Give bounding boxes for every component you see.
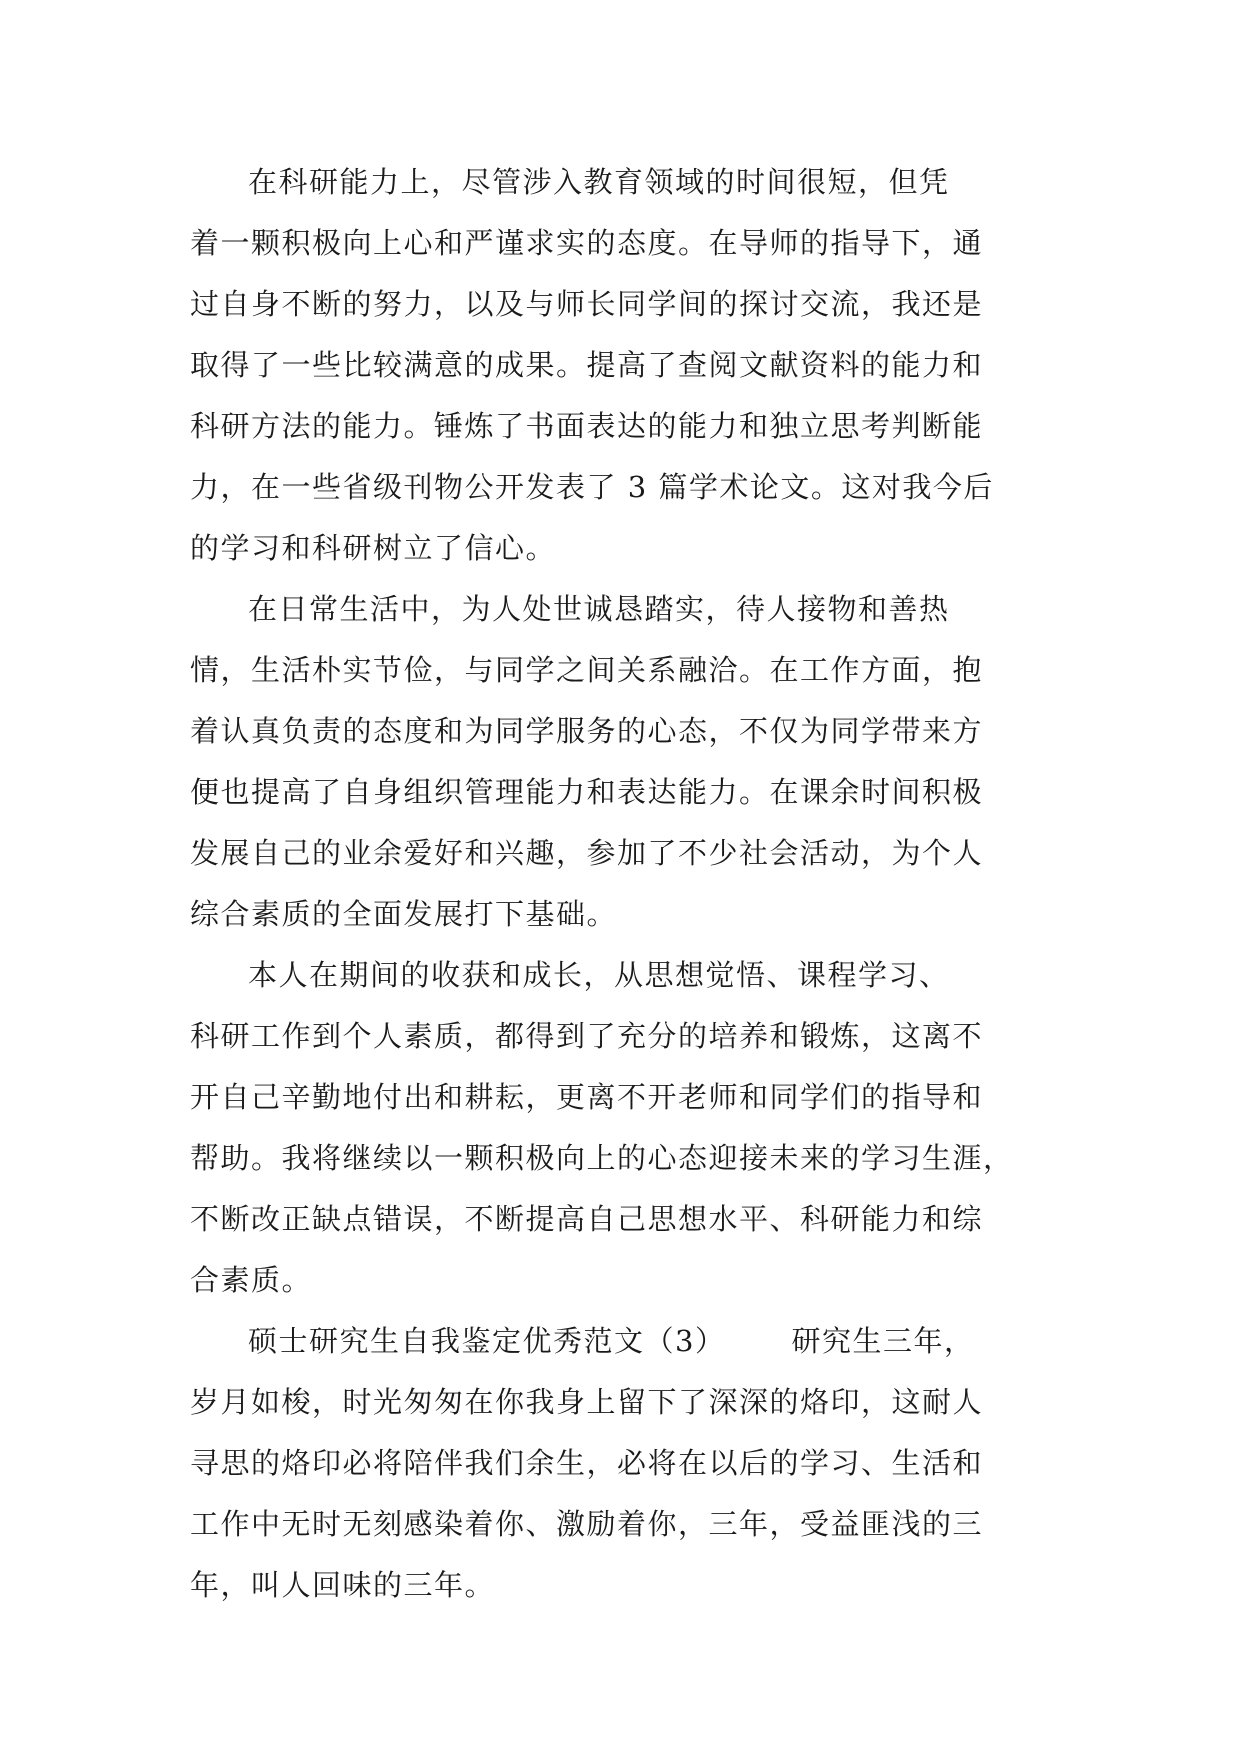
paragraph-daily-life [190, 579, 1058, 945]
text-line: 力，在一些省级刊物公开发表了 3 篇学术论文。这对我今后 [190, 470, 994, 504]
paragraph-sample-3 [190, 1311, 1058, 1616]
text-line: 着一颗积极向上心和严谨求实的态度。在导师的指导下，通 [190, 226, 984, 260]
paragraph-growth [190, 945, 1058, 1311]
text-line: 帮助。我将继续以一颗积极向上的心态迎接未来的学习生涯， [190, 1141, 1014, 1175]
text-line: 的学习和科研树立了信心。 [190, 531, 557, 565]
text-line: 本人在期间的收获和成长，从思想觉悟、课程学习、 [248, 958, 950, 992]
document-body [190, 152, 1058, 1616]
section-heading: 硕士研究生自我鉴定优秀范文（3） [248, 1324, 726, 1358]
text-line: 着认真负责的态度和为同学服务的心态，不仅为同学带来方 [190, 714, 984, 748]
paragraph-research [190, 152, 1058, 579]
text-line: 过自身不断的努力，以及与师长同学间的探讨交流，我还是 [190, 287, 984, 321]
text-line: 发展自己的业余爱好和兴趣，参加了不少社会活动，为个人 [190, 836, 984, 870]
text-line: 岁月如梭，时光匆匆在你我身上留下了深深的烙印，这耐人 [190, 1385, 984, 1419]
text-line: 寻思的烙印必将陪伴我们余生，必将在以后的学习、生活和 [190, 1446, 984, 1480]
text-line: 科研工作到个人素质，都得到了充分的培养和锻炼，这离不 [190, 1019, 984, 1053]
text-line: 不断改正缺点错误，不断提高自己思想水平、科研能力和综 [190, 1202, 984, 1236]
text-line: 合素质。 [190, 1263, 313, 1297]
text-line: 情，生活朴实节俭，与同学之间关系融洽。在工作方面，抱 [190, 653, 984, 687]
text-line: 取得了一些比较满意的成果。提高了查阅文献资料的能力和 [190, 348, 984, 382]
text-line: 在日常生活中，为人处世诚恳踏实，待人接物和善热 [248, 592, 950, 626]
text-line: 科研方法的能力。锤炼了书面表达的能力和独立思考判断能 [190, 409, 984, 443]
text-line: 便也提高了自身组织管理能力和表达能力。在课余时间积极 [190, 775, 984, 809]
text-line: 开自己辛勤地付出和耕耘，更离不开老师和同学们的指导和 [190, 1080, 984, 1114]
text-line: 在科研能力上，尽管涉入教育领域的时间很短，但凭 [248, 165, 950, 199]
text-line: 年，叫人回味的三年。 [190, 1568, 496, 1602]
text-line [190, 1311, 1058, 1372]
text-line: 综合素质的全面发展打下基础。 [190, 897, 618, 931]
text-fragment: 研究生三年， [791, 1324, 975, 1358]
text-line: 工作中无时无刻感染着你、激励着你，三年，受益匪浅的三 [190, 1507, 984, 1541]
